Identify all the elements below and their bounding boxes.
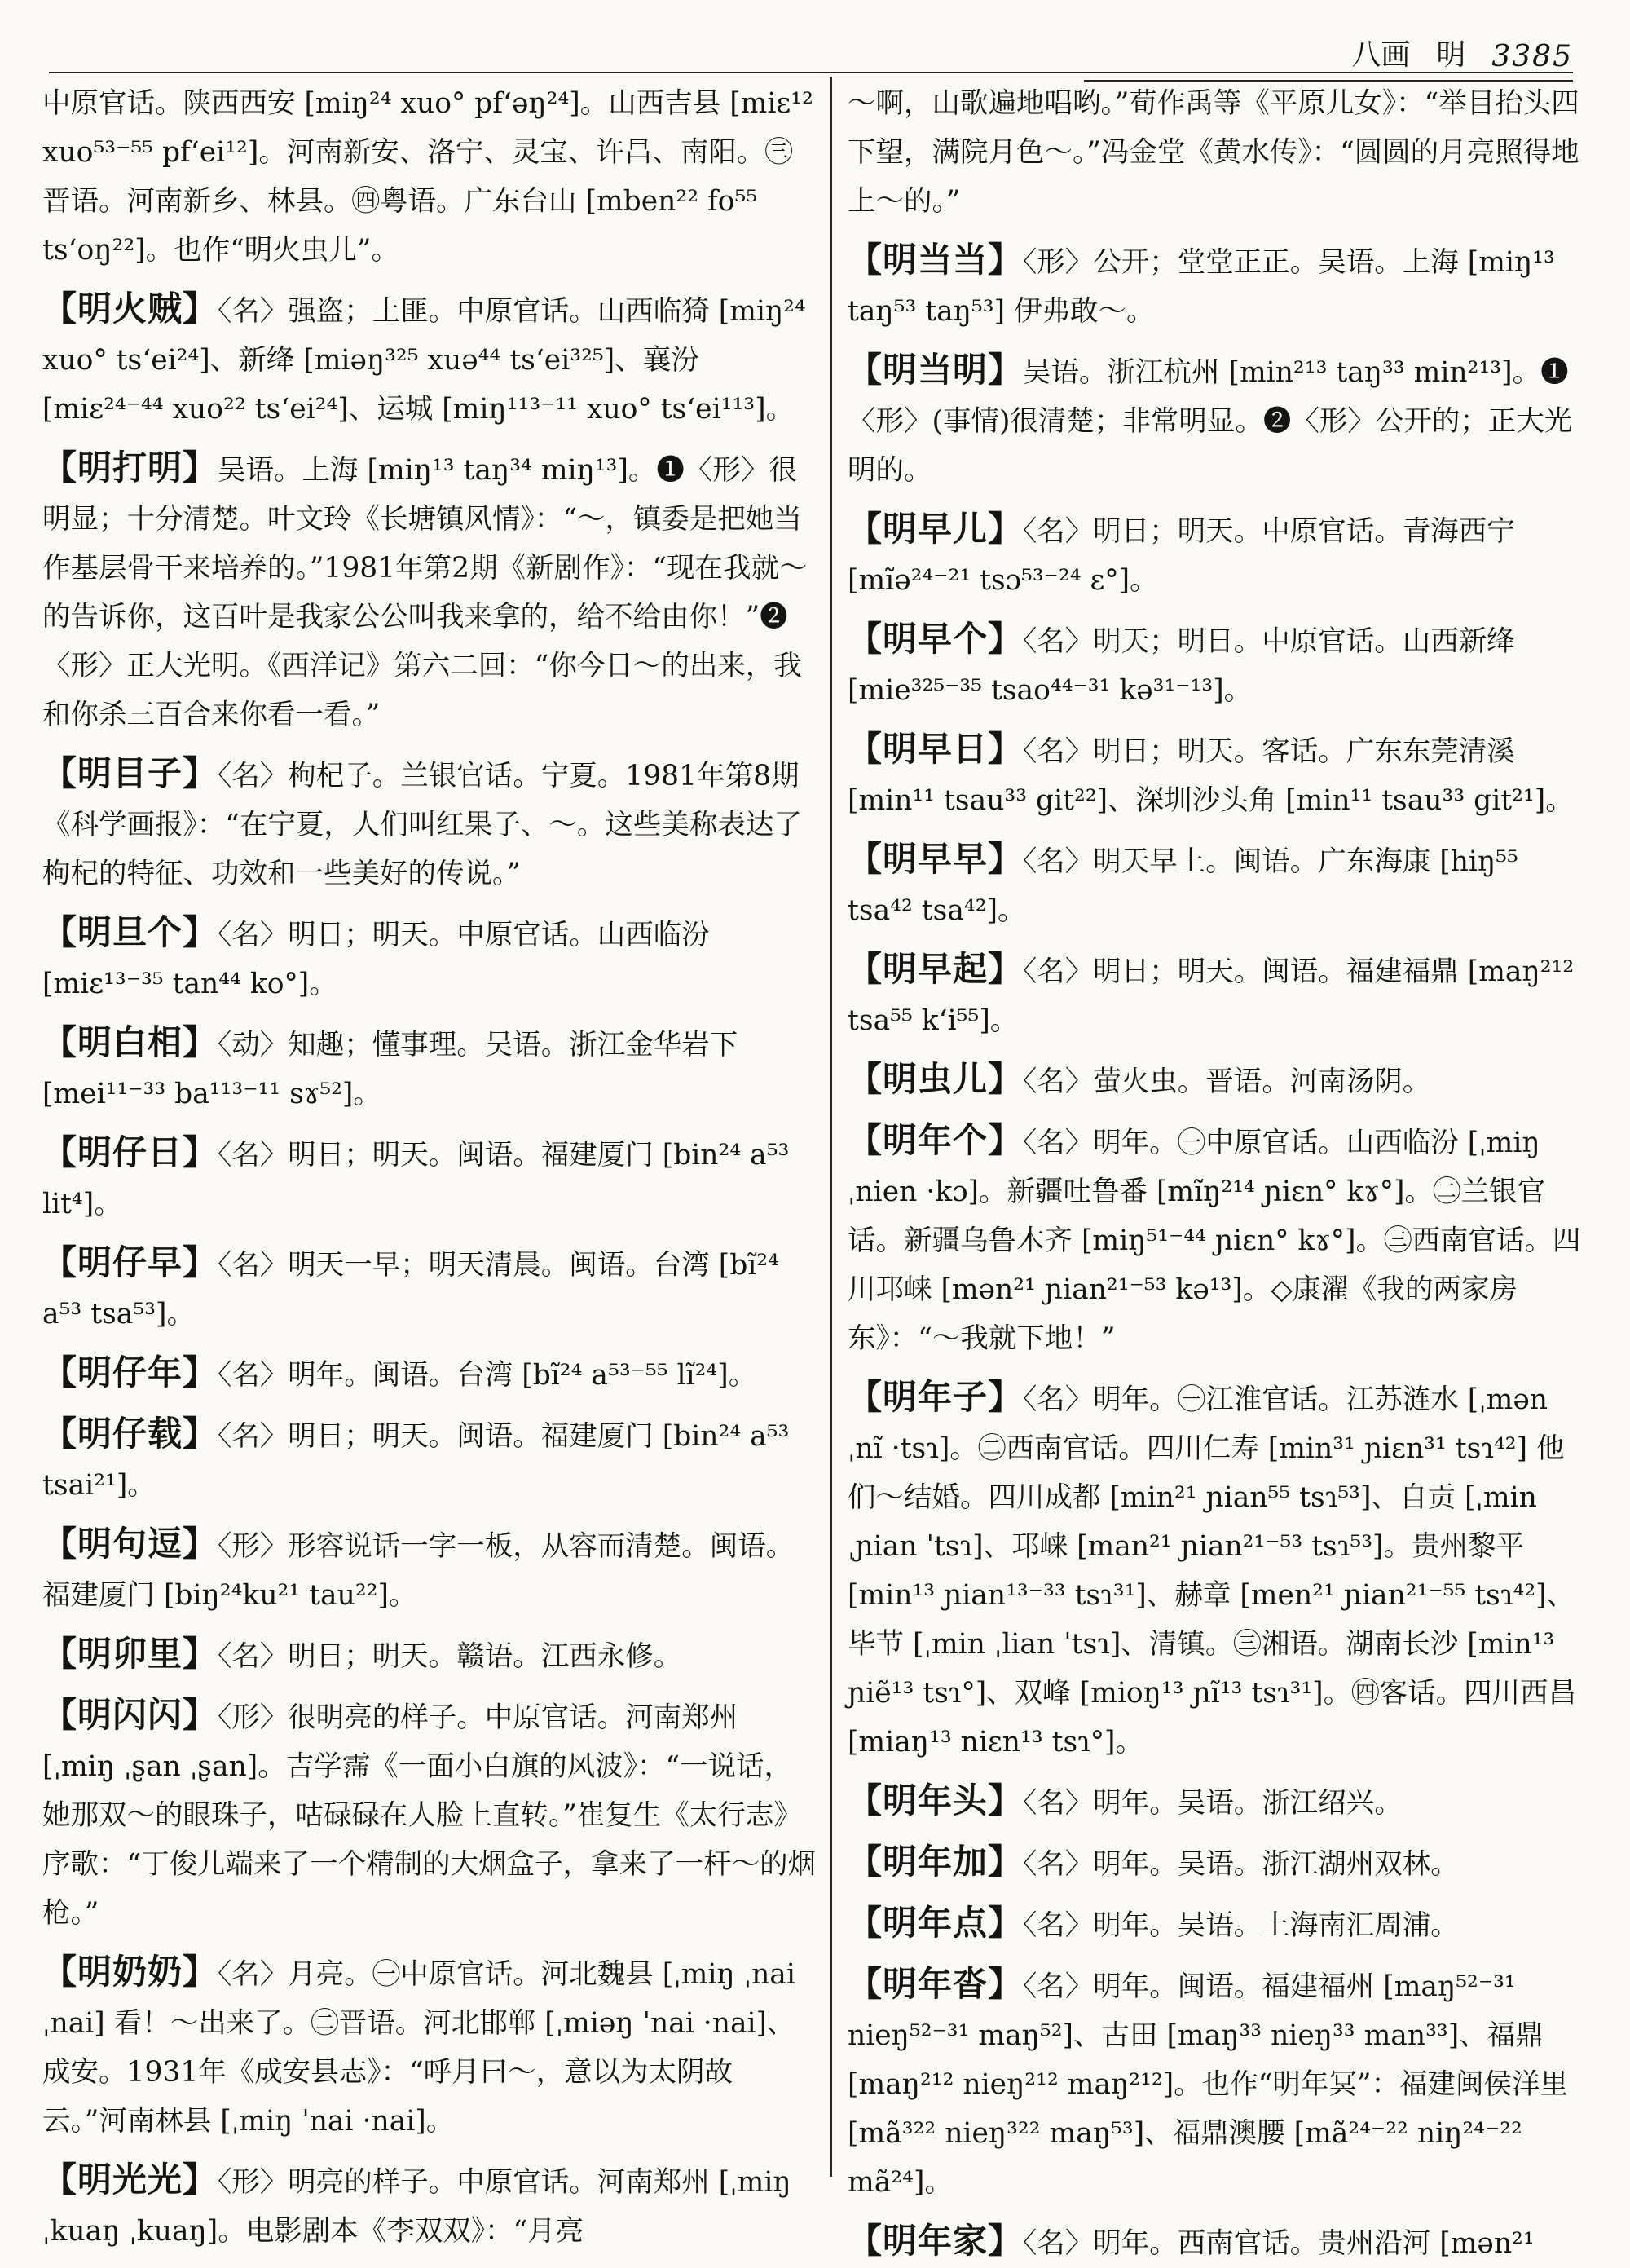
entry-definition: 〈形〉明亮的样子。中原官话。河南郑州 [ˌmiŋ ˌkuaŋ ˌkuaŋ]。电影剧本《李双双》：“月亮 <box>42 2166 791 2248</box>
entry-definition: 〈名〉明年。㊀江淮官话。江苏涟水 [ˌmən ˌnĩ ·tsɿ]。㊁西南官话。四川仁寿 [min³¹ ɲiɛn³¹ tsɿ⁴²] 他们～结婚。四川成都 [min²¹ ɲian⁵⁵ tsɿ⁵³]、自贡 [ˌmin ˌɲian ˈtsɿ]、邛崃 [man²¹ ɲian²¹⁻⁵³ tsɿ⁵³]。贵州黎平 [min¹³ ɲian¹³⁻³³ tsɿ³¹]、赫章 [men²¹ ɲian²¹⁻⁵⁵ tsɿ⁴²]、毕节 [ˌmin ˌlian ˈtsɿ]、清镇。㊂湘语。湖南长沙 [min¹³ ɲiẽ¹³ tsɿ°]、双峰 [mioŋ¹³ ɲĩ¹³ tsɿ³¹]。㊃客话。四川西昌 [miaŋ¹³ niɛn¹³ tsɿ°]。 <box>848 1383 1577 1758</box>
entry-definition: 〈名〉明年。㊀中原官话。山西临汾 [ˌmiŋ ˌnien ·kɔ]。新疆吐鲁番 [mĩŋ²¹⁴ ɲiɛn° kɤ°]。㊁兰银官话。新疆乌鲁木齐 [miŋ⁵¹⁻⁴⁴ ɲiɛn° kɤ°]。㊂西南官话。四川邛崃 [mən²¹ ɲian²¹⁻⁵³ kə¹³]。◇康濯《我的两家房东》：“～我就下地！” <box>848 1127 1581 1355</box>
dictionary-entry <box>42 1238 817 1339</box>
dictionary-entry <box>42 1128 817 1229</box>
entry-headword: 【明仔早】 <box>42 1242 218 1282</box>
entry-definition: 〈名〉枸杞子。兰银官话。宁夏。1981年第8期《科学画报》：“在宁夏，人们叫红果子、～。这些美称表达了枸杞的特征、功效和一些美好的传说。” <box>42 760 802 890</box>
entry-headword: 【明仔日】 <box>42 1132 218 1172</box>
entry-headword: 【明年家】 <box>848 2221 1024 2261</box>
entry-definition: 〈名〉明日；明天。闽语。福建厦门 [bin²⁴ a⁵³ tsai²¹]。 <box>42 1420 790 1502</box>
dictionary-entry <box>42 908 817 1008</box>
entry-headword: 【明年子】 <box>848 1377 1024 1417</box>
entry-headword: 【明闪闪】 <box>42 1695 218 1735</box>
entry-definition: ～啊，山歌遍地唱哟。”荀作禹等《平原儿女》：“举目抬头四下望，满院月色～。”冯金堂《黄水传》：“圆圆的月亮照得地上～的。” <box>848 87 1579 218</box>
entry-definition: 〈名〉强盗；土匪。中原官话。山西临猗 [miŋ²⁴ xuo° ts‘ei²⁴]、新绛 [miəŋ³²⁵ xuə⁴⁴ ts‘ei³²⁵]、襄汾 [miɛ²⁴⁻⁴⁴ xuo²² ts‘ei²⁴]、运城 [miŋ¹¹³⁻¹¹ xuo° ts‘ei¹¹³]。 <box>42 295 806 426</box>
entry-headword: 【明年头】 <box>848 1780 1024 1820</box>
entry-definition: 〈名〉明天早上。闽语。广东海康 [hiŋ⁵⁵ tsa⁴² tsa⁴²]。 <box>848 845 1518 927</box>
entry-headword: 【明早起】 <box>848 949 1024 989</box>
entry-definition: 〈名〉明年。吴语。上海南汇周浦。 <box>1023 1909 1459 1942</box>
entry-headword: 【明早个】 <box>848 619 1024 659</box>
entry-definition: 〈名〉明日；明天。中原官话。青海西宁 [mĩə²⁴⁻²¹ tsɔ⁵³⁻²⁴ ɛ°]。 <box>848 515 1515 597</box>
entry-headword: 【明光光】 <box>42 2160 218 2200</box>
dictionary-entry <box>848 1116 1589 1363</box>
entry-definition: 〈名〉明年。闽语。台湾 [bĩ²⁴ a⁵³⁻⁵⁵ lĩ²⁴]。 <box>218 1359 757 1392</box>
dictionary-entry <box>848 1373 1589 1767</box>
dictionary-entry <box>42 1948 817 2146</box>
entry-headword: 【明白相】 <box>42 1022 218 1062</box>
entry-headword: 【明卯里】 <box>42 1634 218 1674</box>
dictionary-entry <box>848 77 1589 226</box>
dictionary-entry <box>848 725 1589 825</box>
entry-definition: 〈形〉形容说话一字一板，从容而清楚。闽语。福建厦门 [biŋ²⁴ku²¹ tau²²]。 <box>42 1530 795 1612</box>
dictionary-entry <box>42 285 817 434</box>
right-column <box>848 77 1589 2261</box>
column-divider <box>830 77 832 2177</box>
entry-definition: 〈名〉月亮。㊀中原官话。河北魏县 [ˌmiŋ ˌnai ˌnai] 看！～出来了。㊁晋语。河北邯郸 [ˌmiəŋ ˈnai ·nai]、成安。1931年《成安县志》：“呼月曰～，意以为太阴故云。”河南林县 [ˌmiŋ ˈnai ·nai]。 <box>42 1958 795 2138</box>
entry-definition: 〈名〉明日；明天。中原官话。山西临汾 [miɛ¹³⁻³⁵ tan⁴⁴ ko°]。 <box>42 919 710 1000</box>
entry-headword: 【明虫儿】 <box>848 1059 1024 1099</box>
entry-headword: 【明年个】 <box>848 1120 1024 1160</box>
entry-definition: 〈形〉很明亮的样子。中原官话。河南郑州 [ˌmiŋ ˌʂan ˌʂan]。吉学霈《一面小白旗的风波》：“一说话，她那双～的眼珠子，咕碌碌在人脸上直转。”崔复生《太行志》序歌：“丁俊儿端来了一个精制的大烟盒子，拿来了一杆～的烟枪。” <box>42 1701 817 1930</box>
entry-headword: 【明早日】 <box>848 729 1024 769</box>
entry-headword: 【明早早】 <box>848 839 1024 879</box>
entry-definition: 〈名〉明日；明天。闽语。福建厦门 [bin²⁴ a⁵³ lit⁴]。 <box>42 1139 790 1220</box>
entry-definition: 吴语。浙江杭州 [min²¹³ taŋ³³ min²¹³]。❶〈形〉(事情)很清楚；非常明显。❷〈形〉公开的；正大光明的。 <box>848 356 1573 487</box>
entry-definition: 〈名〉明年。吴语。浙江湖州双林。 <box>1023 1848 1459 1881</box>
dictionary-entry <box>848 346 1589 495</box>
entry-headword: 【明年沓】 <box>848 1964 1024 2004</box>
dictionary-entry <box>848 835 1589 935</box>
dictionary-entry <box>42 77 817 275</box>
entry-definition: 〈名〉明天；明日。中原官话。山西新绛 [mie³²⁵⁻³⁵ tsao⁴⁴⁻³¹ kə³¹⁻¹³]。 <box>848 625 1515 707</box>
header-char: 明 <box>1436 38 1466 72</box>
entry-definition: 〈名〉明年。吴语。浙江绍兴。 <box>1023 1787 1403 1820</box>
dictionary-entry <box>848 2217 1589 2268</box>
dictionary-entry <box>848 236 1589 336</box>
entry-headword: 【明奶奶】 <box>42 1952 218 1992</box>
dictionary-entry <box>848 1776 1589 1828</box>
entry-headword: 【明早儿】 <box>848 509 1024 549</box>
entry-headword: 【明目子】 <box>42 753 218 793</box>
dictionary-entry <box>42 1691 817 1938</box>
entry-definition: 〈名〉明日；明天。客话。广东东莞清溪 [min¹¹ tsau³³ git²²]、深圳沙头角 [min¹¹ tsau³³ git²¹]。 <box>848 735 1574 817</box>
dictionary-entry <box>848 1055 1589 1106</box>
dictionary-entry <box>42 749 817 898</box>
entry-definition: 〈形〉公开；堂堂正正。吴语。上海 [miŋ¹³ taŋ⁵³ taŋ⁵³] 伊弗敢～。 <box>848 246 1555 328</box>
entry-definition: 〈名〉明日；明天。赣语。江西永修。 <box>218 1640 682 1673</box>
page-number: 3385 <box>1491 40 1573 73</box>
dictionary-entry <box>42 443 817 739</box>
entry-definition: 〈动〉知趣；懂事理。吴语。浙江金华岩下 [mei¹¹⁻³³ ba¹¹³⁻¹¹ sɤ⁵²]。 <box>42 1029 738 1110</box>
dictionary-entry <box>42 1410 817 1510</box>
entry-definition: 〈名〉明年。西南官话。贵州沿河 [mən²¹ <box>1023 2227 1535 2260</box>
entry-definition: 〈名〉萤火虫。晋语。河南汤阴。 <box>1023 1066 1431 1098</box>
left-column <box>42 77 817 2248</box>
dictionary-entry <box>848 615 1589 715</box>
dictionary-entry <box>848 505 1589 605</box>
entry-headword: 【明当当】 <box>848 240 1024 280</box>
dictionary-entry <box>42 1348 817 1400</box>
header-rule <box>49 72 1573 73</box>
dictionary-entry <box>42 1520 817 1620</box>
entry-headword: 【明句逗】 <box>42 1524 218 1564</box>
entry-definition: 〈名〉明日；明天。闽语。福建福鼎 [maŋ²¹² tsa⁵⁵ k‘i⁵⁵]。 <box>848 955 1575 1037</box>
entry-headword: 【明打明】 <box>42 448 218 488</box>
entry-definition: 吴语。上海 [miŋ¹³ taŋ³⁴ miŋ¹³]。❶〈形〉很明显；十分清楚。叶文玲《长塘镇风情》：“～，镇委是把她当作基层骨干来培养的。”1981年第2期《新剧作》：“现在我就～的告诉你，这百叶是我家公公叫我来拿的，给不给由你！”❷〈形〉正大光明。《西洋记》第六二回：“你今日～的出来，我和你杀三百合来你看一看。” <box>42 454 808 731</box>
entry-headword: 【明年点】 <box>848 1903 1024 1943</box>
entry-headword: 【明旦个】 <box>42 912 218 952</box>
entry-definition: 〈名〉明天一早；明天清晨。闽语。台湾 [bĩ²⁴ a⁵³ tsa⁵³]。 <box>42 1249 779 1330</box>
entry-headword: 【明年加】 <box>848 1842 1024 1882</box>
entry-definition: 〈名〉明年。闽语。福建福州 [maŋ⁵²⁻³¹ nieŋ⁵²⁻³¹ maŋ⁵²]、古田 [maŋ³³ nieŋ³³ man³³]、福鼎 [maŋ²¹² nieŋ²¹² maŋ²¹²]。也作“明年冥”：福建闽侯洋里 [mã³²² nieŋ³²² maŋ⁵³]、福鼎澳腰 [mã²⁴⁻²² niŋ²⁴⁻²² mã²⁴]。 <box>848 1970 1568 2199</box>
entry-definition: 中原官话。陕西西安 [miŋ²⁴ xuo° pf‘əŋ²⁴]。山西吉县 [miɛ¹² xuo⁵³⁻⁵⁵ pf‘ei¹²]。河南新安、洛宁、灵宝、许昌、南阳。㊂晋语。河南新乡、林县。㊃粤语。广东台山 [mben²² fo⁵⁵ ts‘oŋ²²]。也作“明火虫儿”。 <box>42 87 813 267</box>
dictionary-entry <box>42 1630 817 1681</box>
dictionary-entry <box>42 1018 817 1119</box>
entry-headword: 【明当明】 <box>848 350 1024 390</box>
entry-headword: 【明仔年】 <box>42 1352 218 1392</box>
dictionary-entry <box>42 2155 817 2256</box>
section-label: 八画 <box>1351 38 1411 72</box>
dictionary-entry <box>848 945 1589 1045</box>
dictionary-entry <box>848 1960 1589 2207</box>
dictionary-entry <box>848 1838 1589 1889</box>
entry-headword: 【明仔载】 <box>42 1414 218 1454</box>
dictionary-entry <box>848 1899 1589 1950</box>
entry-headword: 【明火贼】 <box>42 289 218 329</box>
